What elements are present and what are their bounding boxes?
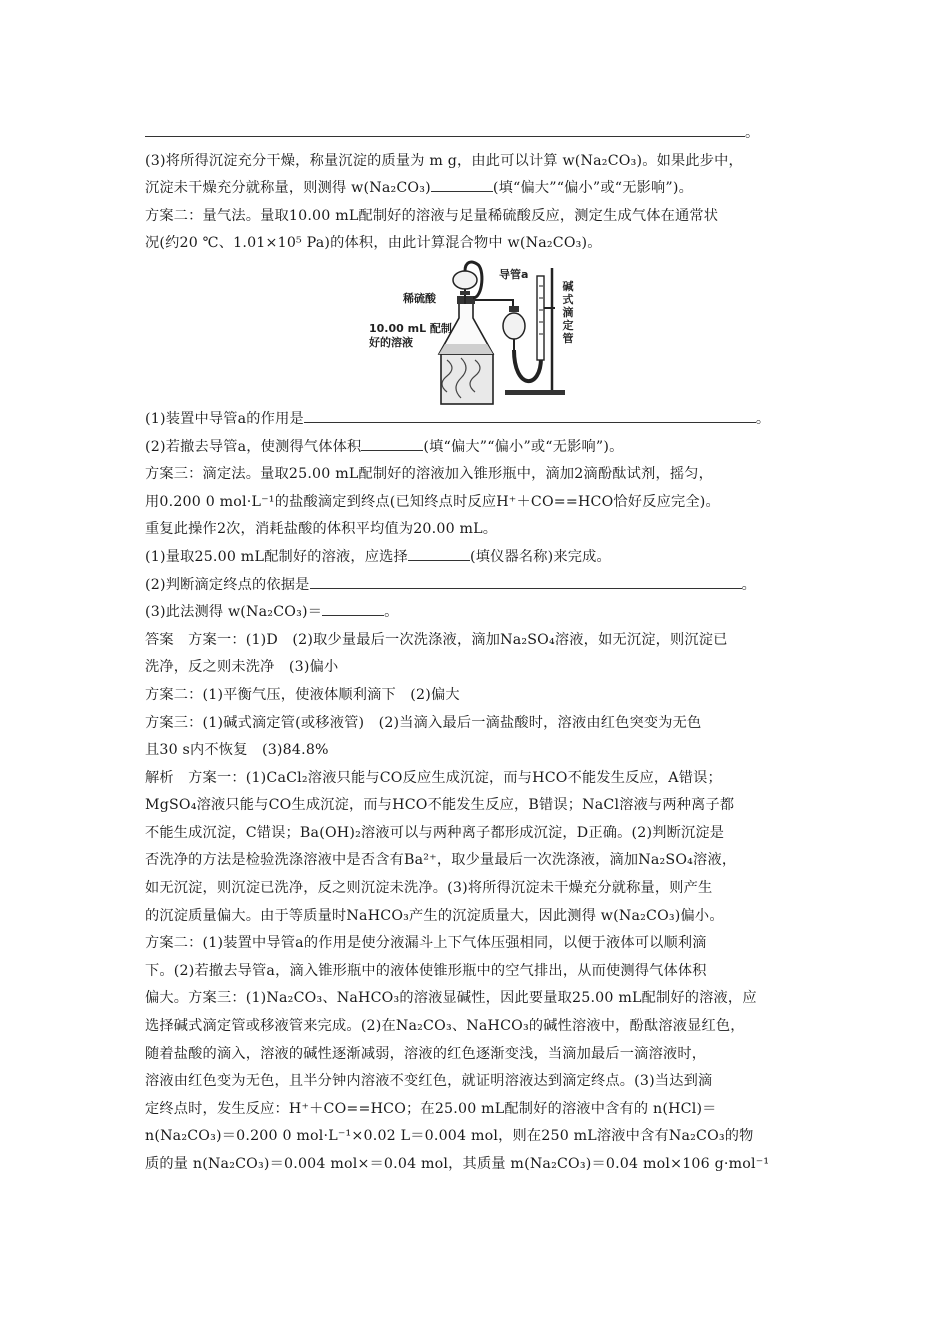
answer-blank[interactable] — [304, 406, 756, 423]
text-line: 沉淀未干燥充分就称量，则测得 w(Na₂CO₃) (填“偏大”“偏小”或“无影响”)。 — [145, 175, 810, 203]
analysis-line: 否洗净的方法是检验洗涤溶液中是否含有Ba²⁺，取少量最后一次洗涤液，滴加Na₂SO₄溶液， — [145, 852, 737, 869]
answer-line: 洗净，反之则未洗净 (3)偏小 — [145, 659, 339, 676]
label-burette: 碱 式 滴 定 管 — [562, 279, 574, 345]
analysis-line: 不能生成沉淀，C错误；Ba(OH)₂溶液可以与两种离子都形成沉淀，D正确。(2)判断沉淀是 — [145, 824, 725, 841]
label-dilute-sulfuric-acid: 稀硫酸 — [403, 291, 436, 305]
text-line: 方案二：量气法。量取10.00 mL配制好的溶液与足量稀硫酸反应，测定生成气体在通常状 — [145, 207, 719, 224]
analysis-line: MgSO₄溶液只能与CO生成沉淀，而与HCO不能发生反应，B错误；NaCl溶液与两种离子都 — [145, 797, 735, 814]
text-line: 重复此操作2次，消耗盐酸的体积平均值为20.00 mL。 — [145, 521, 498, 538]
answer-blank[interactable] — [310, 572, 742, 589]
analysis-line: 偏大。方案三：(1)Na₂CO₃、NaHCO₃的溶液显碱性，因此要量取25.00 mL配制好的溶液，应 — [145, 990, 757, 1007]
answer-blank[interactable] — [145, 120, 745, 137]
analysis-line: 定终点时，发生反应：H⁺＋CO==HCO；在25.00 mL配制好的溶液中含有的 n(HCl)＝ — [145, 1100, 717, 1117]
analysis-line: n(Na₂CO₃)＝0.200 0 mol·L⁻¹×0.02 L＝0.004 mol，则在250 mL溶液中含有Na₂CO₃的物 — [145, 1128, 754, 1145]
text-line: (1)量取25.00 mL配制好的溶液，应选择 (填仪器名称)来完成。 — [145, 544, 810, 572]
text-line: 方案三：滴定法。量取25.00 mL配制好的溶液加入锥形瓶中，滴加2滴酚酞试剂，摇匀， — [145, 466, 714, 483]
analysis-line: 的沉淀质量偏大。由于等质量时NaHCO₃产生的沉淀质量大，因此测得 w(Na₂CO₃)偏小。 — [145, 907, 724, 924]
analysis-line: 选择碱式滴定管或移液管来完成。(2)在Na₂CO₃、NaHCO₃的碱性溶液中，酚酞溶液显红色， — [145, 1018, 745, 1035]
analysis-line: 随着盐酸的滴入，溶液的碱性逐渐减弱，溶液的红色逐渐变浅，当滴加最后一滴溶液时， — [145, 1045, 707, 1062]
text-line: 用0.200 0 mol·L⁻¹的盐酸滴定到终点(已知终点时反应H⁺＋CO==HCO恰好反应完全)。 — [145, 493, 720, 510]
analysis-line: 下。(2)若撤去导管a，滴入锥形瓶中的液体使锥形瓶中的空气排出，从而使测得气体体积 — [145, 962, 707, 979]
answer-line: 方案三：(1)碱式滴定管(或移液管) (2)当滴入最后一滴盐酸时，溶液由红色突变为无色 — [145, 714, 702, 731]
answer-blank[interactable] — [431, 175, 493, 192]
text-line: 况(约20 ℃、1.01×10⁵ Pa)的体积，由此计算混合物中 w(Na₂CO₃)。 — [145, 235, 602, 252]
answer-blank[interactable] — [361, 434, 423, 451]
text-line: (1)装置中导管a的作用是 。 — [145, 406, 810, 434]
analysis-line: 溶液由红色变为无色，且半分钟内溶液不变红色，就证明溶液达到滴定终点。(3)当达到滴 — [145, 1073, 713, 1090]
answer-line: 方案二：(1)平衡气压，使液体顺利滴下 (2)偏大 — [145, 686, 460, 703]
analysis-line: 解析 方案一：(1)CaCl₂溶液只能与CO反应生成沉淀，而与HCO不能发生反应，A错误； — [145, 769, 722, 786]
answer-blank[interactable] — [322, 599, 384, 616]
analysis-line: 如无沉淀，则沉淀已洗净，反之则沉淀未洗净。(3)将所得沉淀未干燥充分就称量，则产生 — [145, 880, 713, 897]
apparatus-figure — [145, 258, 810, 406]
label-solution-line1: 10.00 mL 配制 — [369, 321, 452, 335]
text-line: (2)判断滴定终点的依据是 。 — [145, 572, 810, 600]
analysis-line: 方案二：(1)装置中导管a的作用是使分液漏斗上下气体压强相同，以便于液体可以顺利滴 — [145, 935, 707, 952]
document-page — [145, 120, 810, 1179]
text-line: (3)此法测得 w(Na₂CO₃)＝ 。 — [145, 599, 810, 627]
label-solution-line2: 好的溶液 — [369, 335, 413, 349]
answer-blank-line: 。 — [145, 120, 810, 148]
text-line: (2)若撤去导管a，使测得气体体积 (填“偏大”“偏小”或“无影响”)。 — [145, 434, 810, 462]
answer-blank[interactable] — [408, 544, 470, 561]
analysis-line: 质的量 n(Na₂CO₃)＝0.004 mol×＝0.04 mol，其质量 m(Na₂CO₃)＝0.04 mol×106 g·mol⁻¹ — [145, 1156, 770, 1172]
answer-line: 答案 方案一：(1)D (2)取少量最后一次洗涤液，滴加Na₂SO₄溶液，如无沉淀，则沉淀已 — [145, 631, 728, 648]
answer-line: 且30 s内不恢复 (3)84.8% — [145, 742, 329, 759]
label-tube-a: 导管a — [499, 267, 529, 281]
text-line: (3)将所得沉淀充分干燥，称量沉淀的质量为 m g，由此可以计算 w(Na₂CO₃)。如果此步中， — [145, 152, 743, 169]
